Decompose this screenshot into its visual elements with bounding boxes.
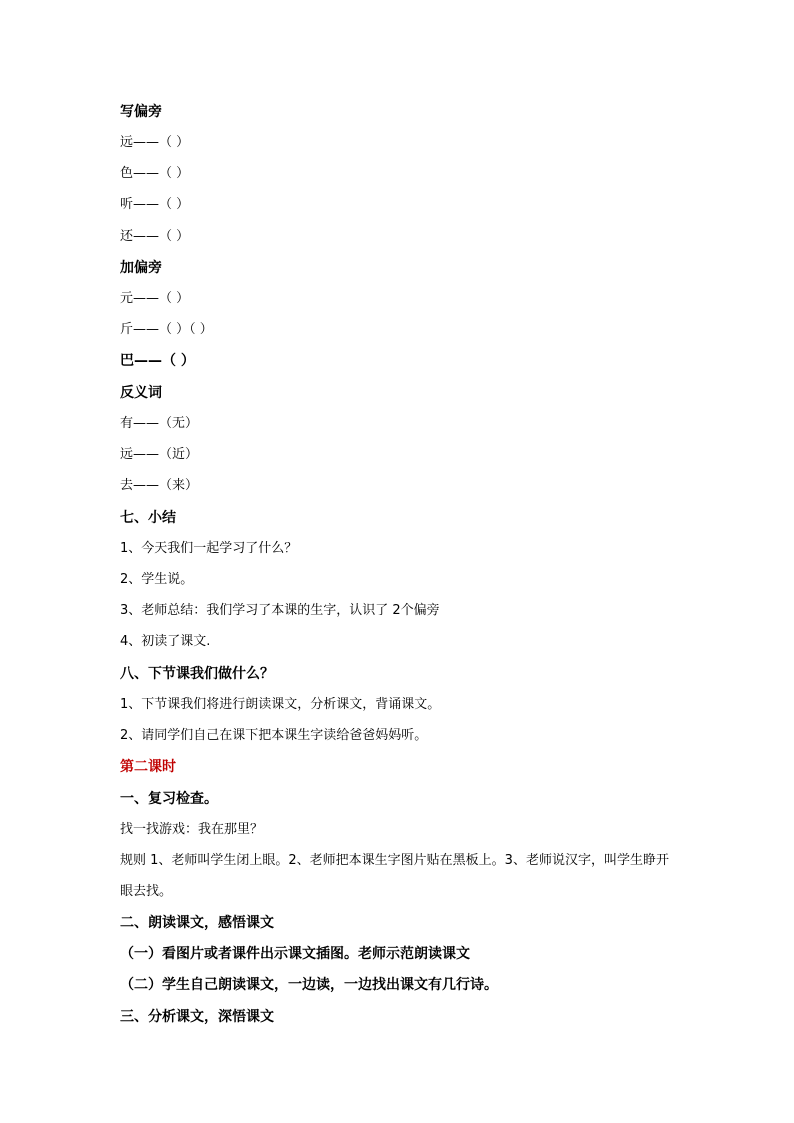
read-item: （二）学生自己朗读课文，一边读，一边找出课文有几行诗。: [120, 977, 498, 993]
write-radical-item: 听——（ ）: [120, 197, 190, 212]
summary-item: 2、学生说。: [120, 572, 194, 587]
heading-read-text: 二、朗读课文，感悟课文: [120, 915, 274, 931]
write-radical-item: 色——（ ）: [120, 166, 190, 181]
lesson-two-title: 第二课时: [120, 759, 176, 775]
add-radical-item: 巴——（ ）: [120, 353, 195, 369]
write-radical-item: 远——（ ）: [120, 135, 190, 150]
heading-add-radical: 加偏旁: [120, 260, 162, 276]
antonym-item: 有——（无）: [120, 416, 199, 431]
write-radical-item: 还——（ ）: [120, 229, 190, 244]
game-title: 找一找游戏：我在那里？: [120, 822, 264, 837]
read-item: （一）看图片或者课件出示课文插图。老师示范朗读课文: [120, 946, 470, 962]
summary-item: 1、今天我们一起学习了什么？: [120, 541, 298, 556]
summary-item: 4、初读了课文.: [120, 634, 211, 649]
add-radical-item: 斤——（ ）（ ）: [120, 322, 213, 337]
add-radical-item: 元——（ ）: [120, 291, 190, 306]
heading-antonyms: 反义词: [120, 385, 162, 401]
next-lesson-item: 1、下节课我们将进行朗读课文，分析课文，背诵课文。: [120, 697, 441, 712]
antonym-item: 远——（近）: [120, 447, 199, 462]
heading-summary: 七、小结: [120, 510, 176, 526]
heading-next-lesson: 八、下节课我们做什么？: [120, 666, 274, 682]
next-lesson-item: 2、请同学们自己在课下把本课生字读给爸爸妈妈听。: [120, 728, 428, 743]
antonym-item: 去——（来）: [120, 478, 199, 493]
summary-item: 3、老师总结：我们学习了本课的生字，认识了 2个偏旁: [120, 603, 440, 618]
heading-analyze-text: 三、分析课文，深悟课文: [120, 1009, 274, 1025]
heading-write-radical: 写偏旁: [120, 104, 162, 120]
heading-review: 一、复习检查。: [120, 791, 218, 807]
rules-paragraph: 规则 1、老师叫学生闭上眼。2、老师把本课生字图片贴在黑板上。3、老师说汉字，叫学生睁开眼去找。: [120, 853, 669, 899]
